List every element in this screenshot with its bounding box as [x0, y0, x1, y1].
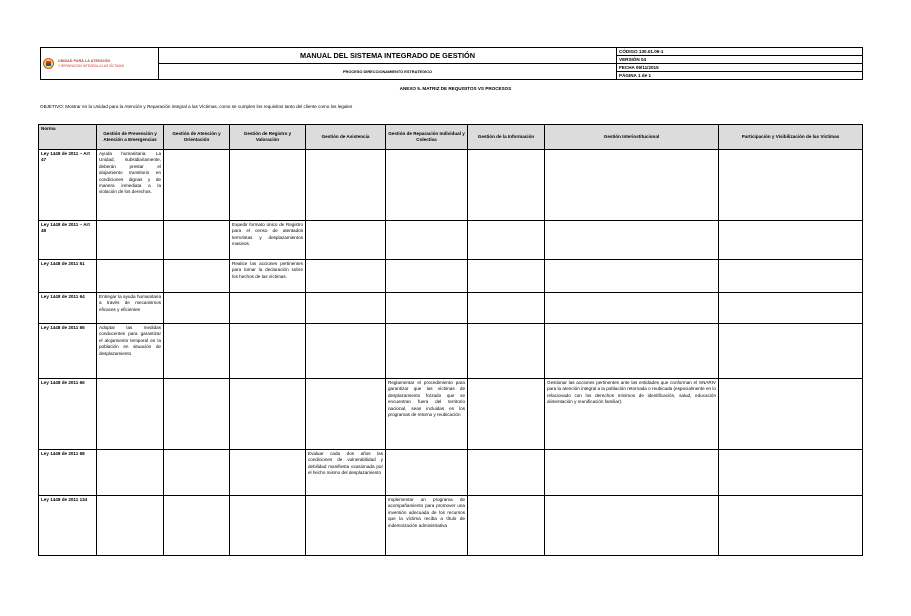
requirement-cell — [386, 293, 468, 324]
logo-text-line2: Y REPARACIÓN INTEGRAL A LAS VÍCTIMAS — [58, 64, 125, 68]
requirement-cell — [545, 450, 719, 496]
requirement-cell — [164, 450, 230, 496]
column-header: Gestión de la Información — [468, 125, 545, 150]
requirement-cell — [230, 150, 306, 221]
matrix-header — [39, 125, 863, 150]
norma-cell: Ley 1448 de 2011 134 — [39, 496, 97, 556]
fecha: FECHA 09/11/2015 — [617, 64, 863, 72]
proceso-label: PROCESO DIRECCIONAMIENTO ESTRATEGICO — [159, 64, 617, 80]
requirement-cell — [164, 324, 230, 379]
requirement-cell — [468, 150, 545, 221]
requirement-cell — [164, 221, 230, 260]
column-header: Gestión Interinstitucional — [545, 125, 719, 150]
requirement-cell — [230, 496, 306, 556]
requirement-cell — [230, 324, 306, 379]
objective-text: OBJETIVO: Mostrar en la Unidad para la Atención y Reparación integral a las Víctimas, como se cumplen los requisitos tanto del cliente como los legales — [40, 104, 353, 109]
requirement-cell — [545, 260, 719, 293]
requirement-cell — [97, 450, 164, 496]
requirement-cell — [164, 150, 230, 221]
requirement-cell — [164, 260, 230, 293]
requirement-cell — [386, 150, 468, 221]
requirement-cell — [306, 324, 386, 379]
codigo: CÓDIGO 130.01.06-1 — [617, 48, 863, 56]
requirement-cell: Entregar la ayuda humanitaria a través de mecanismos eficaces y eficientes — [97, 293, 164, 324]
norma-cell: Ley 1448 de 2011 66 — [39, 379, 97, 450]
requirement-cell — [164, 379, 230, 450]
logo — [43, 58, 156, 69]
norma-cell: Ley 1448 de 2011 – Art 47 — [39, 150, 97, 221]
requirement-cell — [306, 293, 386, 324]
requirement-cell — [306, 379, 386, 450]
table-row — [39, 324, 863, 379]
requirement-cell — [545, 293, 719, 324]
requirement-cell — [230, 450, 306, 496]
column-header: Gestión de Registro y Valoración — [230, 125, 306, 150]
table-row — [39, 496, 863, 556]
requirement-cell — [230, 293, 306, 324]
norma-cell: Ley 1448 de 2011 – Art 48 — [39, 221, 97, 260]
column-header: Gestión de Reparación Individual y Colectiva — [386, 125, 468, 150]
table-row — [39, 221, 863, 260]
requirement-cell — [719, 221, 863, 260]
requirement-cell — [719, 324, 863, 379]
requirement-cell: Implementar un programa de acompañamiento para promover una inversión adecuada de los recursos que la víctima reciba a título de indemnización administrativa — [386, 496, 468, 556]
requirement-cell: Reglamentar el procedimiento para garantizar que las víctimas de desplazamiento forzado que se encuentran fuera del territorio nacional, sean incluidas en los programas de retorno y reubicación — [386, 379, 468, 450]
requirement-cell — [306, 221, 386, 260]
pagina: PÁGINA 1 de 1 — [617, 72, 863, 80]
requirement-cell — [468, 379, 545, 450]
version: VERSIÓN 04 — [617, 56, 863, 64]
table-row — [39, 260, 863, 293]
requirement-cell — [164, 293, 230, 324]
column-header: Participación y Visibilización de las Víctimas — [719, 125, 863, 150]
document-header — [40, 47, 863, 80]
requirement-cell — [230, 379, 306, 450]
logo-text-line1: UNIDAD PARA LA ATENCIÓN — [58, 59, 111, 63]
table-row — [39, 450, 863, 496]
requirement-cell: Realice las acciones pertinentes para tomar la declaración sobre los hechos de las víctimas. — [230, 260, 306, 293]
requirement-cell — [719, 450, 863, 496]
table-row — [39, 150, 863, 221]
requirement-cell — [97, 379, 164, 450]
matrix-body — [39, 150, 863, 556]
header-row — [39, 125, 863, 150]
requirement-cell: Gestionar las acciones pertinentes ante las entidades que conforman el SNARIV para la atención integral a la población retornada o reubicada (especialmente en lo relacionado con los derechos mínimos de identificación, salud, educación alimentación y reunificación familiar). — [545, 379, 719, 450]
column-header: Gestión de Asistencia — [306, 125, 386, 150]
requirement-cell — [97, 260, 164, 293]
requirement-cell — [468, 293, 545, 324]
requirement-cell — [719, 496, 863, 556]
requirement-cell — [164, 496, 230, 556]
manual-title: MANUAL DEL SISTEMA INTEGRADO DE GESTIÓN — [159, 48, 617, 64]
annex-title: ANEXO 5. MATRIZ DE REQUISITOS VS PROCESOS — [399, 86, 512, 91]
norma-cell: Ley 1448 de 2011 64 — [39, 293, 97, 324]
coat-of-arms-icon — [43, 58, 54, 69]
requirement-cell — [468, 324, 545, 379]
requirement-cell: Adoptar las medidas conducentes para garantizar el alojamiento temporal en la población en situación de desplazamiento — [97, 324, 164, 379]
requirement-cell — [386, 450, 468, 496]
requirement-cell: Evaluar cada dos años las condiciones de vulnerabilidad y debilidad manifiesta ocasionada por el hecho mismo del desplazamiento — [306, 450, 386, 496]
requirement-cell — [97, 496, 164, 556]
requirement-cell — [306, 260, 386, 293]
requirement-cell — [719, 293, 863, 324]
requirement-cell: Expedir formato único de Registro para el censo de atentados terroristas y desplazamientos masivos. — [230, 221, 306, 260]
requirement-cell — [468, 496, 545, 556]
requirement-cell — [545, 150, 719, 221]
requirement-cell — [386, 324, 468, 379]
requirement-cell — [468, 260, 545, 293]
column-header: Gestión de Atención y Orientación — [164, 125, 230, 150]
requirement-cell — [468, 450, 545, 496]
requirement-cell — [545, 221, 719, 260]
requirement-cell — [97, 221, 164, 260]
requirement-cell — [545, 496, 719, 556]
column-header: Gestión de Prevención y Atención a Emergencias — [97, 125, 164, 150]
requirements-matrix — [38, 124, 863, 556]
table-row — [39, 379, 863, 450]
requirement-cell — [386, 221, 468, 260]
table-row — [39, 293, 863, 324]
requirement-cell — [386, 260, 468, 293]
requirement-cell — [545, 324, 719, 379]
norma-cell: Ley 1448 de 2011 61 — [39, 260, 97, 293]
column-header: Norma — [39, 125, 97, 150]
requirement-cell — [719, 379, 863, 450]
requirement-cell — [719, 260, 863, 293]
norma-cell: Ley 1448 de 2011 68 — [39, 450, 97, 496]
requirement-cell — [719, 150, 863, 221]
logo-cell — [41, 48, 159, 80]
requirement-cell — [306, 496, 386, 556]
norma-cell: Ley 1448 de 2011 65 — [39, 324, 97, 379]
requirement-cell — [306, 150, 386, 221]
requirement-cell — [468, 221, 545, 260]
requirement-cell: Ayuda humanitaria: La Unidad, subsidiariamente, deberán prestar el alojamiento transitorio en condiciones dignas y de manera inmediata a la violación de los derechos. — [97, 150, 164, 221]
